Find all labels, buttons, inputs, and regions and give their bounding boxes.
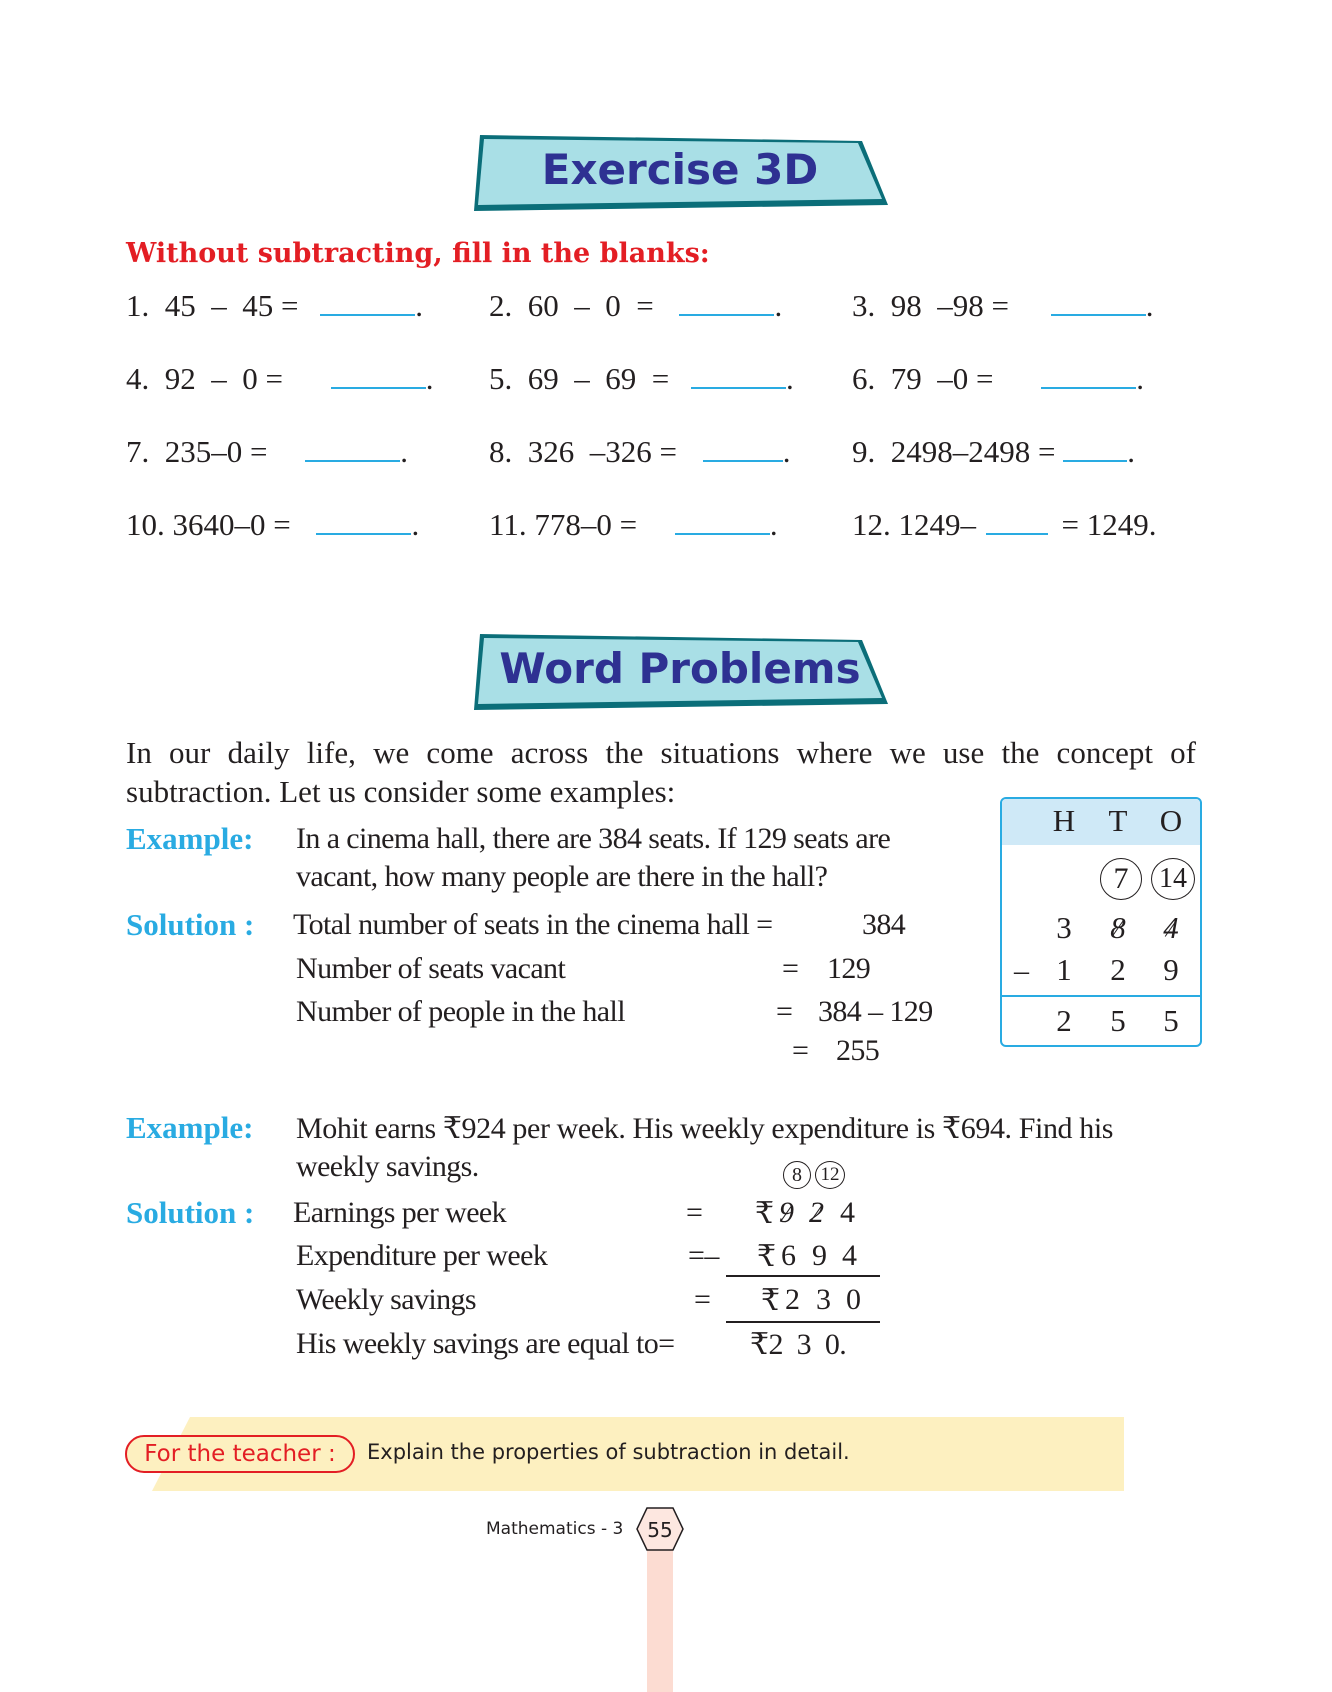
hto-result-line (1002, 995, 1200, 997)
answer-blank[interactable] (1051, 313, 1146, 316)
example1-row3-text: Number of people in the hall (296, 995, 625, 1028)
exercise-instruction: Without subtracting, fill in the blanks: (126, 238, 710, 269)
example1-row1-value: 384 (862, 908, 906, 941)
hto-bottom-o: 9 (1163, 952, 1179, 987)
answer-blank[interactable] (331, 386, 426, 389)
example2-row1-d1: 9 (779, 1196, 794, 1229)
example1-row3-eq: = (776, 995, 793, 1028)
hto-box (1000, 797, 1202, 1047)
example2-borrow-tens: 8 (783, 1161, 811, 1189)
question-1: 1. 45 – 45 = . (126, 288, 423, 323)
teacher-note-text: Explain the properties of subtraction in detail. (367, 1440, 850, 1464)
answer-blank[interactable] (320, 313, 415, 316)
example2-row3-d3: 0 (846, 1283, 861, 1316)
page-tab-strip (647, 1550, 673, 1692)
teacher-note-label: For the teacher : (125, 1435, 355, 1473)
question-12: 12. 1249– = 1249. (852, 507, 1157, 542)
hto-top-t: 8 (1110, 910, 1126, 945)
hto-result-o: 5 (1163, 1003, 1179, 1038)
hto-result-h: 2 (1056, 1003, 1072, 1038)
answer-blank[interactable] (691, 386, 786, 389)
example1-text-line1: In a cinema hall, there are 384 seats. If 129 seats are (296, 822, 891, 855)
example2-label: Example: (126, 1110, 254, 1145)
hto-minus: – (1014, 954, 1029, 987)
hto-bottom-h: 1 (1056, 952, 1072, 987)
exercise-title: Exercise 3D (541, 145, 819, 194)
question-10: 10. 3640–0 = . (126, 507, 420, 542)
hto-result-t: 5 (1110, 1003, 1126, 1038)
question-3: 3. 98 –98 = . (852, 288, 1154, 323)
hto-top-o: 4 (1163, 910, 1179, 945)
hto-top-h: 3 (1056, 910, 1072, 945)
example1-label: Example: (126, 821, 254, 856)
answer-blank[interactable] (1041, 386, 1136, 389)
hto-header-h: H (1052, 803, 1076, 838)
example1-row2-text: Number of seats vacant (296, 952, 566, 985)
example2-row1-rupee: ₹ (755, 1197, 774, 1230)
hto-bottom-t: 2 (1110, 952, 1126, 987)
question-11: 11. 778–0 = . (489, 507, 778, 542)
example2-row1-d2: 2 (809, 1196, 824, 1229)
hto-header-t: T (1108, 803, 1128, 838)
question-8: 8. 326 –326 = . (489, 434, 791, 469)
question-9: 9. 2498–2498 = . (852, 434, 1135, 469)
answer-blank[interactable] (1063, 459, 1127, 462)
example2-sum-line2 (726, 1321, 880, 1323)
example2-row4-text: His weekly savings are equal to= (296, 1327, 675, 1360)
example1-solution-label: Solution : (126, 907, 255, 942)
answer-blank[interactable] (703, 459, 783, 462)
example2-row1-eq: = (686, 1196, 703, 1229)
hto-borrow-ones: 14 (1151, 858, 1195, 900)
footer-book-title: Mathematics - 3 (486, 1519, 624, 1539)
example2-row2-d1: 6 (781, 1239, 796, 1272)
example2-row1-text: Earnings per week (293, 1196, 507, 1229)
word-problems-banner (470, 632, 890, 714)
example2-row3-d1: 2 (785, 1283, 800, 1316)
example1-row4-eq: = (792, 1034, 809, 1067)
page-number: 55 (647, 1518, 673, 1542)
answer-blank[interactable] (679, 313, 774, 316)
example2-row1-d3: 4 (840, 1196, 855, 1229)
answer-blank[interactable] (675, 532, 770, 535)
question-4: 4. 92 – 0 = . (126, 361, 434, 396)
example1-row2-eq: = (782, 952, 799, 985)
answer-blank[interactable] (986, 532, 1048, 535)
example2-borrow-ones: 12 (815, 1161, 845, 1189)
example2-row2-d3: 4 (842, 1239, 857, 1272)
example2-row3-rupee: ₹ (761, 1284, 780, 1317)
example2-row2-eq: =– (688, 1239, 719, 1272)
answer-blank[interactable] (305, 459, 400, 462)
hto-header-o: O (1159, 803, 1183, 838)
example2-row4-value: ₹2 3 0. (750, 1328, 847, 1361)
example2-solution-label: Solution : (126, 1195, 255, 1230)
example1-text-line2: vacant, how many people are there in the hall? (296, 860, 828, 893)
example2-row3-d2: 3 (816, 1283, 831, 1316)
question-2: 2. 60 – 0 = . (489, 288, 783, 323)
example2-sum-line1 (726, 1275, 880, 1277)
question-6: 6. 79 –0 = . (852, 361, 1144, 396)
example2-row2-text: Expenditure per week (296, 1239, 548, 1272)
intro-paragraph: In our daily life, we come across the situations where we use the concept of subtraction. Let us consider some examples: (126, 735, 1196, 809)
example1-row3-value: 384 – 129 (818, 995, 933, 1028)
example1-row1-text: Total number of seats in the cinema hall = (293, 908, 773, 941)
question-5: 5. 69 – 69 = . (489, 361, 794, 396)
exercise-banner (470, 133, 890, 215)
example2-row2-d2: 9 (812, 1239, 827, 1272)
example2-text-line2: weekly savings. (296, 1150, 479, 1183)
word-problems-title: Word Problems (499, 644, 861, 693)
example1-row2-value: 129 (827, 952, 871, 985)
example2-row3-eq: = (694, 1283, 711, 1316)
example2-row2-rupee: ₹ (757, 1240, 776, 1273)
hto-borrow-tens: 7 (1100, 858, 1142, 900)
example2-text-line1: Mohit earns ₹924 per week. His weekly expenditure is ₹694. Find his (296, 1112, 1114, 1145)
example1-row4-value: 255 (836, 1034, 880, 1067)
example2-row3-text: Weekly savings (296, 1283, 476, 1316)
answer-blank[interactable] (316, 532, 411, 535)
question-7: 7. 235–0 = . (126, 434, 408, 469)
